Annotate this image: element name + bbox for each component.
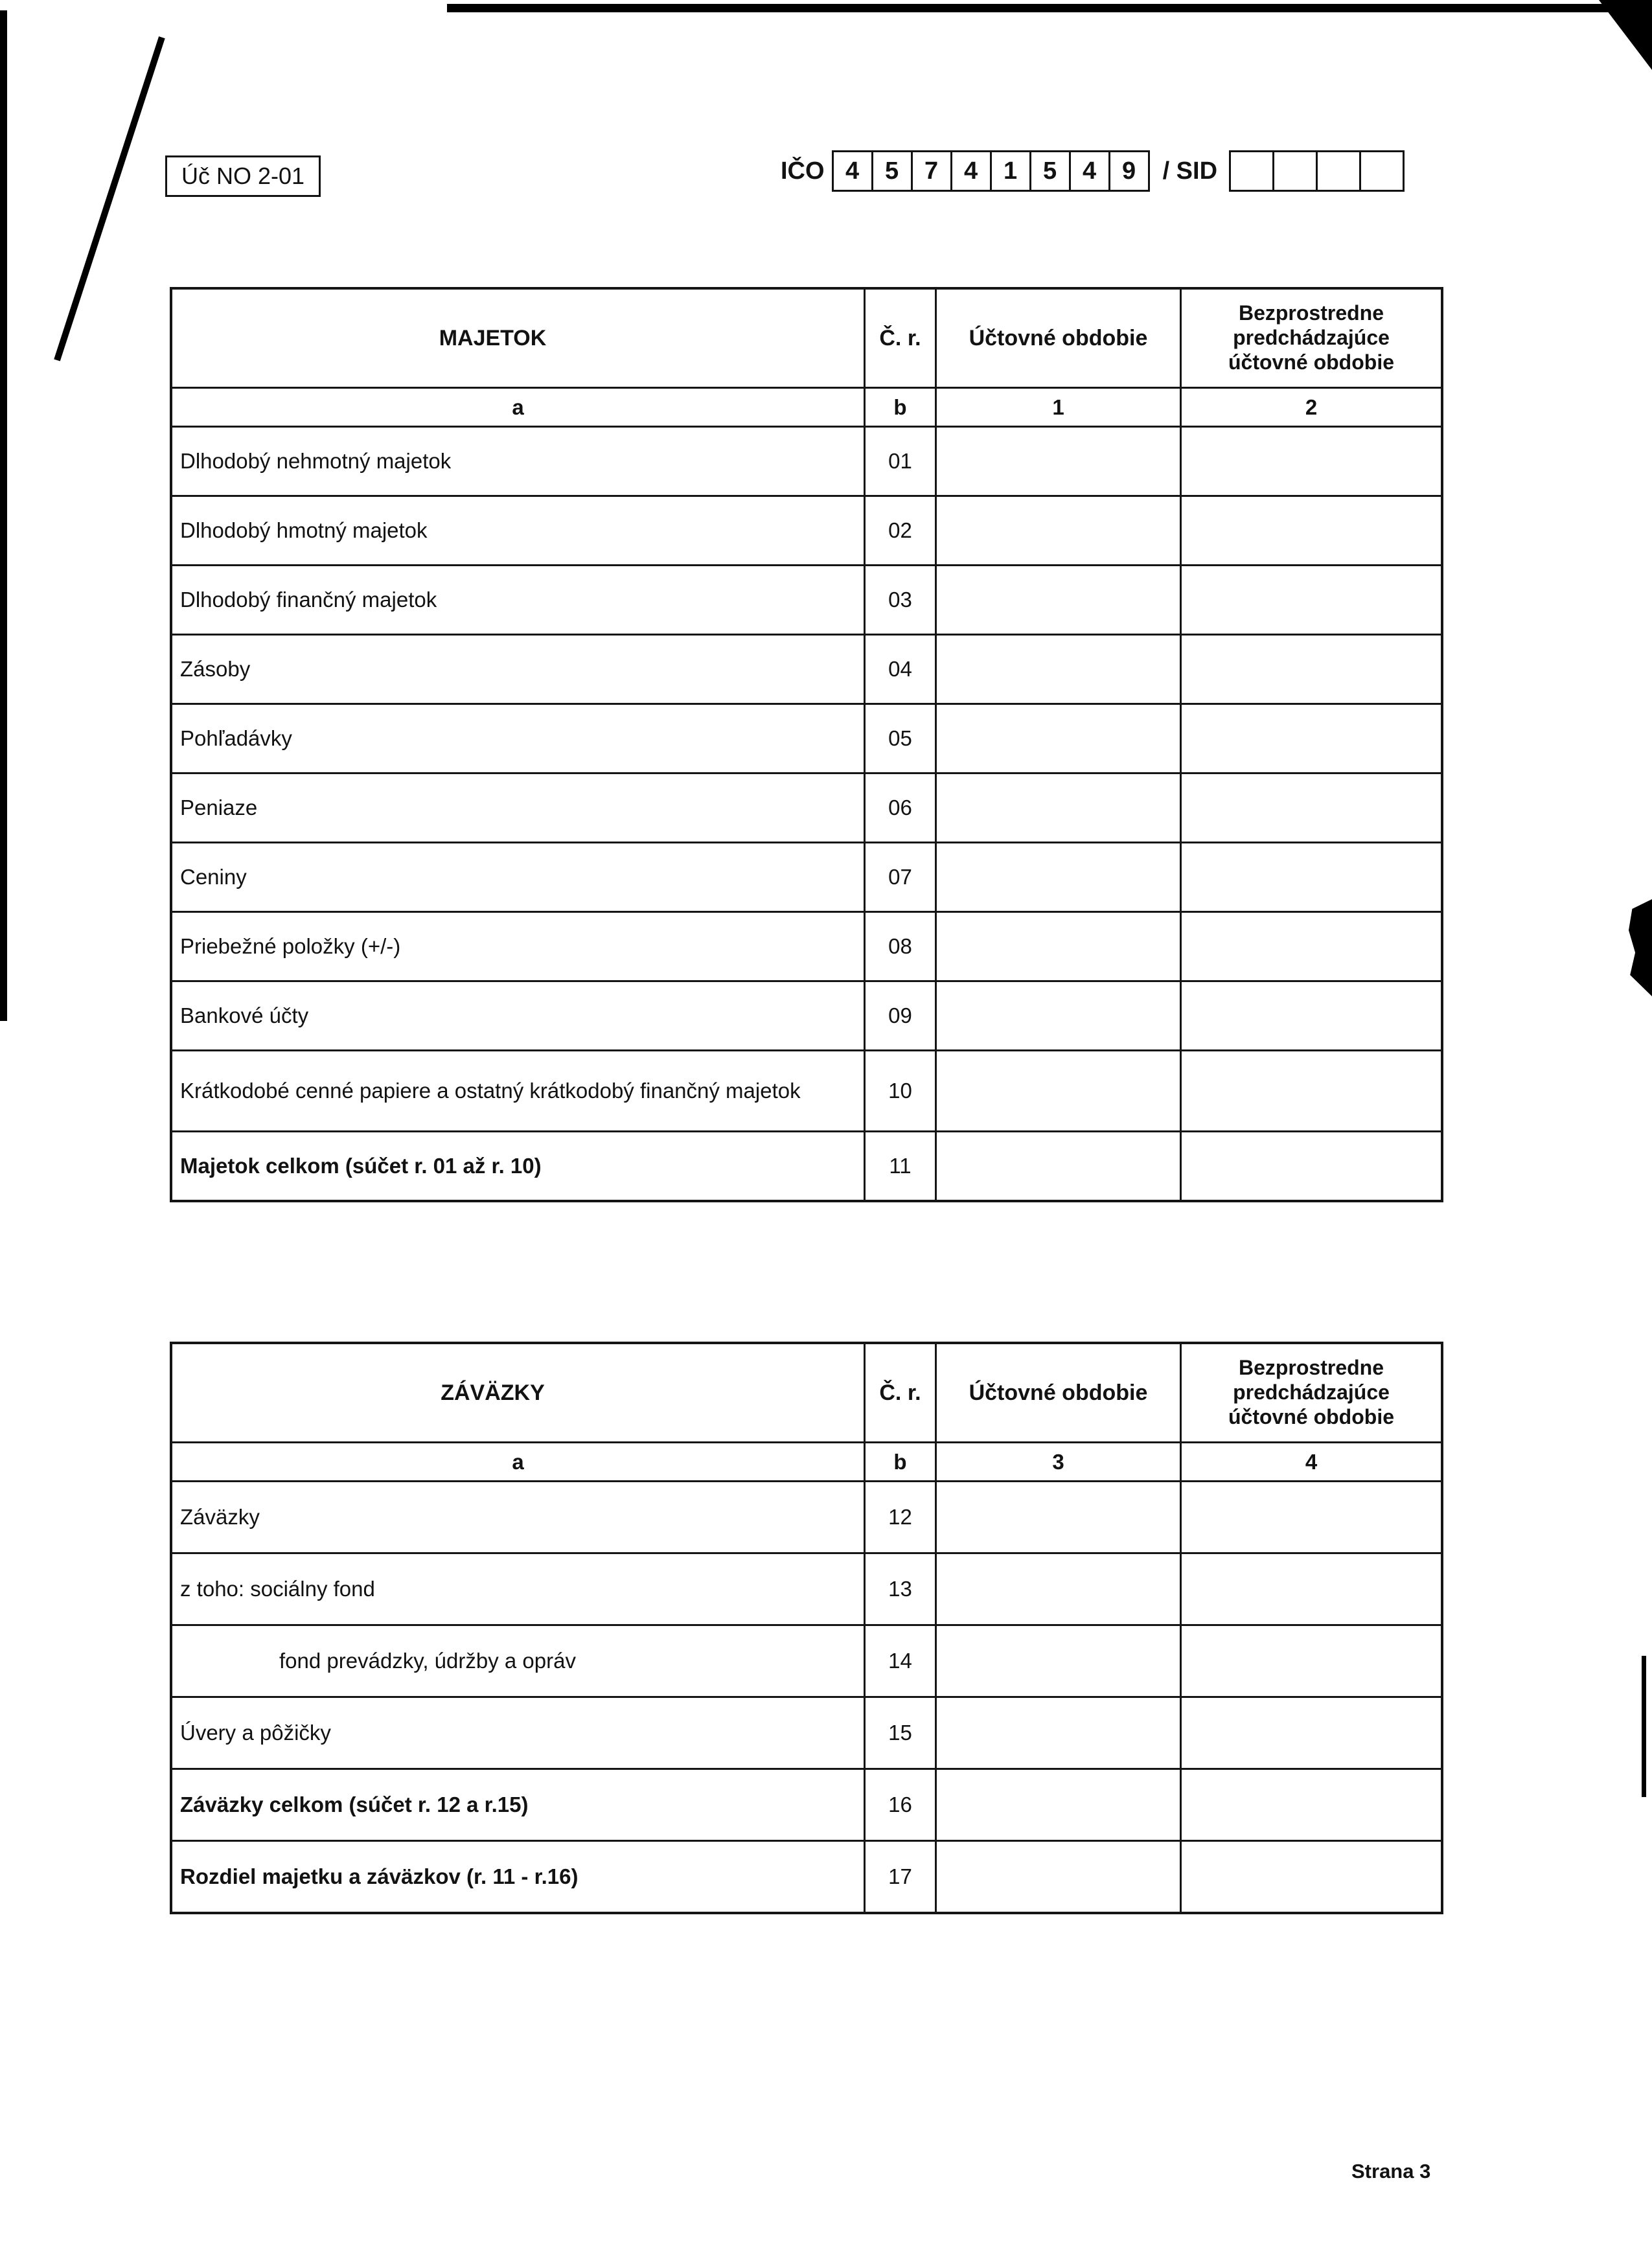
- table-row-total: [172, 1132, 1441, 1200]
- ico-digit-box: 5: [1029, 150, 1071, 192]
- value-cell-previous: [1182, 1554, 1441, 1624]
- col-header-cr: Č. r.: [866, 290, 937, 387]
- value-cell-current: [937, 636, 1182, 703]
- ico-row: [781, 150, 1405, 192]
- value-cell-current: [937, 1132, 1182, 1200]
- subheader-b: b: [866, 1443, 937, 1480]
- form-code-box: [165, 155, 321, 197]
- table-row-total: [172, 1770, 1441, 1842]
- row-number: 17: [866, 1842, 937, 1912]
- value-cell-current: [937, 1051, 1182, 1130]
- row-label: z toho: sociálny fond: [172, 1554, 866, 1624]
- row-label: Pohľadávky: [172, 705, 866, 772]
- row-label: Zásoby: [172, 636, 866, 703]
- subheader-4: 4: [1305, 1449, 1318, 1474]
- table-row-difference: [172, 1842, 1441, 1912]
- ico-digit-box: 1: [990, 150, 1031, 192]
- value-cell-current: [937, 913, 1182, 980]
- table-row: [172, 1482, 1441, 1554]
- row-label: Rozdiel majetku a záväzkov (r. 11 - r.16): [172, 1842, 866, 1912]
- table-row: [172, 1051, 1441, 1132]
- table-row: [172, 428, 1441, 497]
- table-row: [172, 705, 1441, 774]
- subheader-b: b: [866, 389, 937, 426]
- ico-digit-box: 4: [950, 150, 992, 192]
- scan-artifact-top-right-corner: [1599, 0, 1652, 70]
- col-header-previous-period: Bezprostredne predchádzajúce účtovné obdobie: [1228, 1356, 1394, 1428]
- col-header-cr: Č. r.: [866, 1344, 937, 1441]
- row-label: fond prevádzky, údržby a opráv: [172, 1626, 866, 1696]
- value-cell-current: [937, 428, 1182, 495]
- value-cell-previous: [1182, 497, 1441, 564]
- ico-digit-box: 5: [871, 150, 913, 192]
- row-label: Dlhodobý nehmotný majetok: [172, 428, 866, 495]
- row-number: 10: [866, 1051, 937, 1130]
- value-cell-previous: [1182, 1770, 1441, 1840]
- row-label: Záväzky celkom (súčet r. 12 a r.15): [172, 1770, 866, 1840]
- row-number: 06: [866, 774, 937, 842]
- row-label: Dlhodobý finančný majetok: [172, 566, 866, 634]
- row-number: 02: [866, 497, 937, 564]
- row-number: 04: [866, 636, 937, 703]
- scan-artifact-corner-fold: [54, 36, 165, 361]
- table-row: [172, 1554, 1441, 1626]
- scan-artifact-left-edge: [0, 10, 7, 1021]
- table-row: [172, 566, 1441, 636]
- col-header-zavazky: ZÁVÄZKY: [172, 1344, 866, 1441]
- value-cell-previous: [1182, 428, 1441, 495]
- value-cell-current: [937, 1554, 1182, 1624]
- value-cell-previous: [1182, 1842, 1441, 1912]
- row-number: 14: [866, 1626, 937, 1696]
- row-number: 15: [866, 1698, 937, 1768]
- form-code-label: Úč NO 2-01: [181, 163, 305, 189]
- row-number: 09: [866, 982, 937, 1049]
- value-cell-previous: [1182, 1626, 1441, 1696]
- ico-label: IČO: [781, 157, 825, 185]
- value-cell-previous: [1182, 566, 1441, 634]
- value-cell-current: [937, 1770, 1182, 1840]
- subheader-a: a: [172, 1443, 866, 1480]
- value-cell-previous: [1182, 843, 1441, 911]
- value-cell-previous: [1182, 982, 1441, 1049]
- row-label: Dlhodobý hmotný majetok: [172, 497, 866, 564]
- row-number: 05: [866, 705, 937, 772]
- sid-cell: [1316, 150, 1361, 192]
- table-row: [172, 982, 1441, 1051]
- row-label: Ceniny: [172, 843, 866, 911]
- row-label: Priebežné položky (+/-): [172, 913, 866, 980]
- row-number: 01: [866, 428, 937, 495]
- liabilities-table: [170, 1342, 1443, 1914]
- table-subheader-row: [172, 1443, 1441, 1482]
- ico-digit-box: 7: [911, 150, 952, 192]
- table-row: [172, 1698, 1441, 1770]
- subheader-3: 3: [937, 1443, 1182, 1480]
- scan-artifact-right-line: [1642, 1656, 1646, 1797]
- sid-cell: [1272, 150, 1318, 192]
- subheader-2: 2: [1305, 395, 1318, 419]
- scan-artifact-right-blob: [1629, 899, 1652, 996]
- table-header-row: [172, 290, 1441, 389]
- value-cell-previous: [1182, 1051, 1441, 1130]
- row-label: Záväzky: [172, 1482, 866, 1552]
- table-row: [172, 913, 1441, 982]
- value-cell-current: [937, 1698, 1182, 1768]
- scan-artifact-top-edge: [447, 4, 1652, 12]
- row-label: Krátkodobé cenné papiere a ostatný krátkodobý finančný majetok: [172, 1051, 866, 1130]
- col-header-previous-period: Bezprostredne predchádzajúce účtovné obdobie: [1228, 301, 1394, 374]
- value-cell-current: [937, 1482, 1182, 1552]
- value-cell-previous: [1182, 705, 1441, 772]
- value-cell-current: [937, 1842, 1182, 1912]
- ico-digit-box: 9: [1108, 150, 1150, 192]
- value-cell-current: [937, 705, 1182, 772]
- ico-digit-box: 4: [1069, 150, 1110, 192]
- col-header-period: Účtovné obdobie: [937, 290, 1182, 387]
- value-cell-current: [937, 497, 1182, 564]
- row-label: Úvery a pôžičky: [172, 1698, 866, 1768]
- page-number: Strana 3: [1351, 2160, 1431, 2182]
- row-number: 13: [866, 1554, 937, 1624]
- value-cell-current: [937, 566, 1182, 634]
- row-label: Bankové účty: [172, 982, 866, 1049]
- table-row: [172, 636, 1441, 705]
- table-row: [172, 497, 1441, 566]
- assets-table: [170, 287, 1443, 1202]
- value-cell-previous: [1182, 913, 1441, 980]
- sid-cell: [1359, 150, 1405, 192]
- row-label: Majetok celkom (súčet r. 01 až r. 10): [172, 1132, 866, 1200]
- table-subheader-row: [172, 389, 1441, 428]
- row-number: 12: [866, 1482, 937, 1552]
- value-cell-current: [937, 1626, 1182, 1696]
- table-header-row: [172, 1344, 1441, 1443]
- row-number: 16: [866, 1770, 937, 1840]
- value-cell-current: [937, 982, 1182, 1049]
- sid-cell: [1229, 150, 1274, 192]
- value-cell-current: [937, 774, 1182, 842]
- sid-box: [1229, 150, 1405, 192]
- table-row: [172, 1626, 1441, 1698]
- ico-digit-box: 4: [832, 150, 873, 192]
- row-number: 03: [866, 566, 937, 634]
- table-row: [172, 843, 1441, 913]
- subheader-a: a: [172, 389, 866, 426]
- value-cell-previous: [1182, 636, 1441, 703]
- row-number: 11: [866, 1132, 937, 1200]
- col-header-period: Účtovné obdobie: [937, 1344, 1182, 1441]
- subheader-1: 1: [937, 389, 1182, 426]
- value-cell-previous: [1182, 774, 1441, 842]
- value-cell-previous: [1182, 1698, 1441, 1768]
- col-header-majetok: MAJETOK: [172, 290, 866, 387]
- value-cell-previous: [1182, 1132, 1441, 1200]
- table-row: [172, 774, 1441, 843]
- value-cell-previous: [1182, 1482, 1441, 1552]
- sid-label: / SID: [1162, 157, 1218, 185]
- row-number: 08: [866, 913, 937, 980]
- row-label: Peniaze: [172, 774, 866, 842]
- value-cell-current: [937, 843, 1182, 911]
- row-number: 07: [866, 843, 937, 911]
